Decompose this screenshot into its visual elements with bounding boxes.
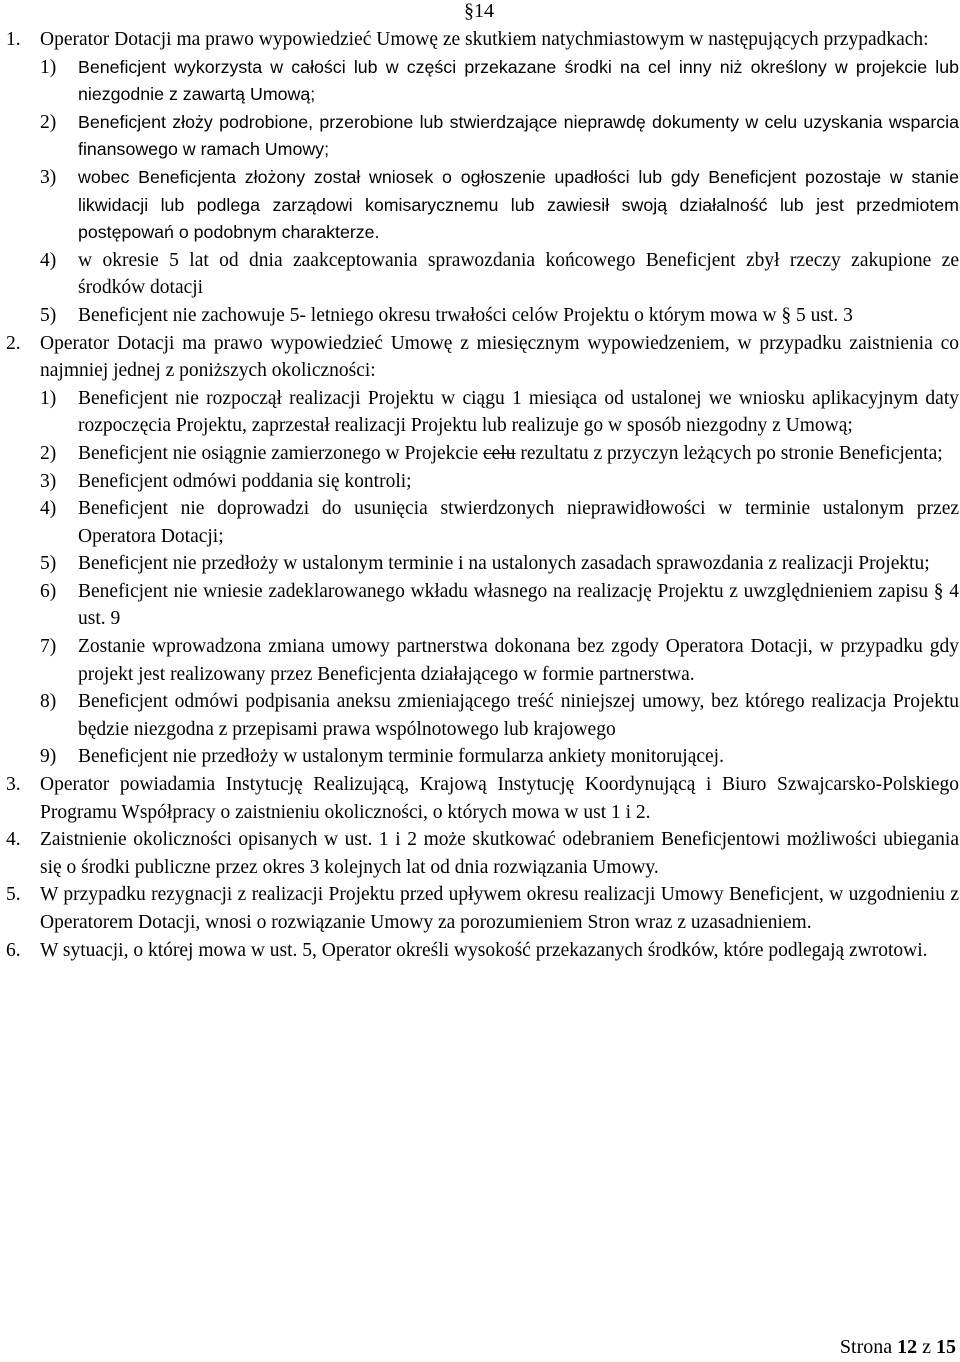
- item-text: Beneficjent odmówi podpisania aneksu zmieniającego treść niniejszej umowy, bez którego realizacja Projektu będzie niezgodna z przepisami prawa wspólnotowego lub krajowego: [78, 691, 959, 740]
- item-text: Beneficjent nie zachowuje 5- letniego okresu trwałości celów Projektu o którym mowa w § 5 ust. 3: [78, 304, 853, 326]
- item-number: 3): [40, 470, 57, 492]
- item-number: 4): [40, 249, 57, 271]
- list-item: [40, 495, 959, 550]
- paragraph-number: 6.: [6, 939, 21, 961]
- item-number: 7): [40, 636, 57, 658]
- item-text: Beneficjent nie doprowadzi do usunięcia stwierdzonych nieprawidłowości w terminie ustalonym przez Operatora Dotacji;: [78, 498, 959, 547]
- list-item: [40, 550, 959, 578]
- paragraph-text: W przypadku rezygnacji z realizacji Projektu przed upływem okresu realizacji Umowy Beneficjent, w uzgodnieniu z Operatorem Dotacji, wnosi o rozwiązanie Umowy za porozumieniem Stron wraz z uzasadnieniem.: [40, 884, 959, 933]
- list-item: [40, 247, 959, 302]
- item-number: 1): [40, 387, 57, 409]
- list-item: [40, 164, 959, 247]
- paragraph-text: Operator powiadamia Instytucję Realizującą, Krajową Instytucję Koordynującą i Biuro Szwajcarsko-Polskiego Programu Współpracy o zaistnieniu okoliczności, o których mowa w ust 1 i 2.: [40, 774, 959, 823]
- paragraph-number: 4.: [6, 829, 21, 851]
- item-text: Beneficjent wykorzysta w całości lub w części przekazane środki na cel inny niż określony w projekcie lub niezgodnie z zawartą Umową;: [78, 56, 959, 105]
- list-item: [40, 385, 959, 440]
- item-text: wobec Beneficjenta złożony został wniosek o ogłoszenie upadłości lub gdy Beneficjent pozostaje w stanie likwidacji lub podlega zarządowi komisarycznemu lub zawiesił swoją działalność lub jest przedmiotem postępowań o podobnym charakterze.: [78, 166, 959, 243]
- item-text: Beneficjent nie rozpoczął realizacji Projektu w ciągu 1 miesiąca od ustalonej we wniosku aplikacyjnym daty rozpoczęcia Projektu, zaprzestał realizacji Projektu lub realizuje go w sposób niezgodny z Umową;: [78, 387, 959, 437]
- item-number: 8): [40, 691, 57, 713]
- paragraph-5: [6, 881, 959, 936]
- paragraph-2: [6, 330, 959, 385]
- item-text: Beneficjent nie przedłoży w ustalonym terminie i na ustalonych zasadach sprawozdania z realizacji Projektu;: [78, 553, 930, 575]
- list-item: [40, 109, 959, 164]
- paragraph-number: 5.: [6, 884, 21, 906]
- paragraph-number: 3.: [6, 774, 21, 796]
- section-heading: §14: [464, 0, 494, 22]
- list-item: [40, 633, 959, 688]
- item-number: 4): [40, 498, 57, 520]
- item-number: 2): [40, 442, 57, 464]
- list-item: [40, 302, 959, 330]
- list-item: [40, 578, 959, 633]
- document-body: [6, 26, 959, 964]
- list-item: [40, 743, 959, 771]
- item-text: Beneficjent nie wniesie zadeklarowanego wkładu własnego na realizację Projektu z uwzględnieniem zapisu § 4 ust. 9: [78, 580, 959, 630]
- paragraph-number: 2.: [6, 332, 21, 354]
- footer-mid: z: [922, 1336, 931, 1358]
- item-text: w okresie 5 lat od dnia zaakceptowania sprawozdania końcowego Beneficjent zbył rzeczy zakupione ze środków dotacji: [78, 249, 959, 299]
- paragraph-4: [6, 826, 959, 881]
- paragraph-6: [6, 937, 959, 965]
- item-text-part: rezultatu z przyczyn leżących po stronie Beneficjenta;: [520, 442, 943, 464]
- footer-total-pages: 15: [936, 1336, 956, 1358]
- item-number: 3): [40, 166, 57, 188]
- item-text: Beneficjent odmówi poddania się kontroli;: [78, 470, 412, 492]
- list-item: [40, 54, 959, 109]
- item-number: 5): [40, 553, 57, 575]
- item-number: 5): [40, 304, 57, 326]
- item-text: Beneficjent nie przedłoży w ustalonym terminie formularza ankiety monitorującej.: [78, 746, 724, 768]
- footer-page-number: 12: [897, 1336, 918, 1358]
- item-number: 2): [40, 111, 57, 133]
- paragraph-text: Operator Dotacji ma prawo wypowiedzieć Umowę ze skutkiem natychmiastowym w następujących przypadkach:: [40, 29, 929, 50]
- struck-word: celu: [483, 442, 516, 464]
- paragraph-number: 1.: [6, 29, 21, 50]
- item-text: Beneficjent złoży podrobione, przerobione lub stwierdzające nieprawdę dokumenty w celu uzyskania wsparcia finansowego w ramach Umowy;: [78, 111, 959, 160]
- item-text: Zostanie wprowadzona zmiana umowy partnerstwa dokonana bez zgody Operatora Dotacji, w przypadku gdy projekt jest realizowany przez Beneficjenta działającego w formie partnerstwa.: [78, 636, 959, 685]
- paragraph-text: Zaistnienie okoliczności opisanych w ust. 1 i 2 może skutkować odebraniem Beneficjentowi możliwości ubiegania się o środki publiczne przez okres 3 kolejnych lat od dnia rozwiązania Umowy.: [40, 829, 959, 878]
- list-item: [40, 688, 959, 743]
- footer-prefix: Strona: [839, 1336, 893, 1358]
- list-item: [40, 468, 959, 496]
- paragraph-3: [6, 771, 959, 826]
- item-text: [78, 440, 959, 468]
- paragraph-text: W sytuacji, o której mowa w ust. 5, Operator określi wysokość przekazanych środków, które podlegają zwrotowi.: [40, 939, 928, 961]
- paragraph-text: Operator Dotacji ma prawo wypowiedzieć Umowę z miesięcznym wypowiedzeniem, w przypadku zaistnienia co najmniej jednej z poniższych okoliczności:: [40, 332, 959, 382]
- item-number: 6): [40, 580, 57, 602]
- item-number: 9): [40, 746, 57, 768]
- paragraph-1: [6, 26, 959, 54]
- page-footer: [840, 1334, 956, 1362]
- list-item: [40, 440, 959, 468]
- item-text-part: Beneficjent nie osiągnie zamierzonego w Projekcie: [78, 442, 479, 464]
- item-number: 1): [40, 56, 57, 78]
